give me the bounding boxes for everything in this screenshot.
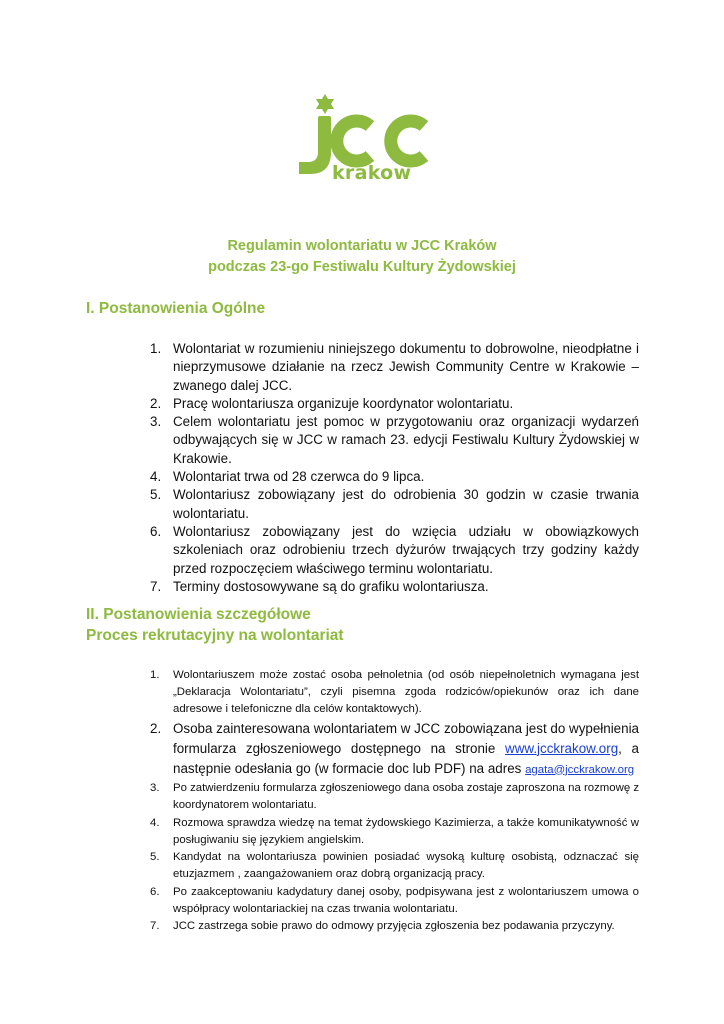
list-item-text: , a następnie odesłania go (w formacie doc lub PDF) na adres	[173, 740, 640, 776]
list-item-text: Celem wolontariatu jest pomoc w przygotowaniu oraz organizacji wydarzeń odbywających się w JCC w ramach 23. edycji Festiwalu Kultury Żydowskiej w Krakowie.	[173, 414, 639, 466]
section-heading-detailed	[86, 604, 344, 646]
list-item-number: 5.	[150, 487, 162, 503]
section-heading-general: I. Postanowienia Ogólne	[86, 300, 266, 317]
list-item-text: Po zaakceptowaniu kadydatury danej osoby, podpisywana jest z wolontariuszem umowa o współpracy wolontariackiej na czas trwania wolontariatu.	[173, 885, 639, 915]
website-link[interactable]: www.jcckrakow.org	[505, 740, 619, 756]
list-item	[150, 667, 639, 718]
general-provisions-list	[150, 340, 639, 596]
list-item-text: Pracę wolontariusza organizuje koordynator wolontariatu.	[173, 395, 514, 411]
list-item-number: 1.	[150, 669, 160, 681]
list-item	[150, 849, 639, 883]
list-item	[150, 884, 639, 918]
list-item	[150, 468, 639, 486]
document-title	[0, 236, 724, 278]
recruitment-process-list	[150, 667, 639, 936]
list-item-number: 3.	[150, 782, 160, 794]
list-item	[150, 719, 639, 780]
logo-wordmark: krakow	[332, 162, 412, 184]
star-of-david-icon	[316, 94, 334, 114]
list-item-text: Wolontariat trwa od 28 czerwca do 9 lipca.	[173, 469, 425, 485]
list-item-number: 5.	[150, 851, 160, 863]
jcc-krakow-logo	[296, 94, 428, 188]
list-item-text: Wolontariusz zobowiązany jest do wzięcia udziału w obowiązkowych szkoleniach oraz odrobieniu trzech dyżurów trwających trzy godziny każdy przed rozpoczęciem właściwego terminu wolontariatu.	[173, 523, 639, 576]
list-item-number: 4.	[150, 469, 162, 485]
list-item	[150, 918, 639, 935]
email-link[interactable]: agata@jcckrakow.org	[525, 763, 635, 776]
list-item-number: 2.	[150, 720, 162, 736]
list-item-number: 7.	[150, 578, 162, 594]
section-heading-detailed-line-2: Proces rekrutacyjny na wolontariat	[86, 627, 344, 644]
list-item-number: 7.	[150, 920, 160, 932]
list-item-number: 2.	[150, 395, 162, 411]
list-item-text: JCC zastrzega sobie prawo do odmowy przyjęcia zgłoszenia bez podawania przyczyny.	[173, 920, 615, 932]
list-item-number: 6.	[150, 885, 160, 898]
list-item-text: Wolontariuszem może zostać osoba pełnoletnia (od osób niepełnoletnich wymagana jest „Deklaracja Wolontariatu”, czyli pisemna zgoda rodziców/opiekunów oraz ich dane adresowe i telefoniczne dla celów kontaktowych).	[173, 669, 639, 715]
list-item-text: Terminy dostosowywane są do grafiku wolontariusza.	[173, 578, 489, 594]
list-item-text: Po zatwierdzeniu formularza zgłoszeniowego dana osoba zostaje zaproszona na rozmowę z koordynatorem wolontariatu.	[173, 782, 640, 811]
list-item-text: Wolontariat w rozumieniu niniejszego dokumentu to dobrowolne, nieodpłatne i nieprzymusowe działanie na rzecz Jewish Community Centre w Krakowie – zwanego dalej JCC.	[173, 341, 639, 393]
list-item-number: 1.	[150, 341, 162, 356]
list-item-text: Rozmowa sprawdza wiedzę na temat żydowskiego Kazimierza, a także komunikatywność w posługiwaniu się językiem angielskim.	[173, 816, 639, 846]
list-item	[150, 340, 639, 395]
list-item	[150, 395, 639, 413]
title-line-1: Regulamin wolontariatu w JCC Kraków	[227, 238, 497, 254]
list-item-number: 6.	[150, 523, 162, 539]
section-heading-detailed-line-1: II. Postanowienia szczegółowe	[86, 606, 311, 623]
list-item-text: Kandydat na wolontariusza powinien posiadać wysoką kulturę osobistą, odznaczać się etuzjazmem , zaangażowaniem oraz dobrą organizacją pracy.	[173, 851, 639, 880]
list-item-text: Wolontariusz zobowiązany jest do odrobienia 30 godzin w czasie trwania wolontariatu.	[173, 487, 639, 521]
list-item-number: 3.	[150, 414, 162, 430]
list-item	[150, 578, 639, 596]
list-item	[150, 780, 639, 814]
list-item	[150, 815, 639, 849]
list-item-number: 4.	[150, 816, 160, 829]
title-line-2: podczas 23-go Festiwalu Kultury Żydowskiej	[208, 259, 516, 275]
list-item	[150, 413, 639, 468]
list-item	[150, 486, 639, 523]
list-item	[150, 523, 639, 578]
list-item-text: Osoba zainteresowana wolontariatem w JCC zobowiązana jest do wypełnienia formularza zgłoszeniowego dostępnego na stronie	[173, 720, 639, 756]
